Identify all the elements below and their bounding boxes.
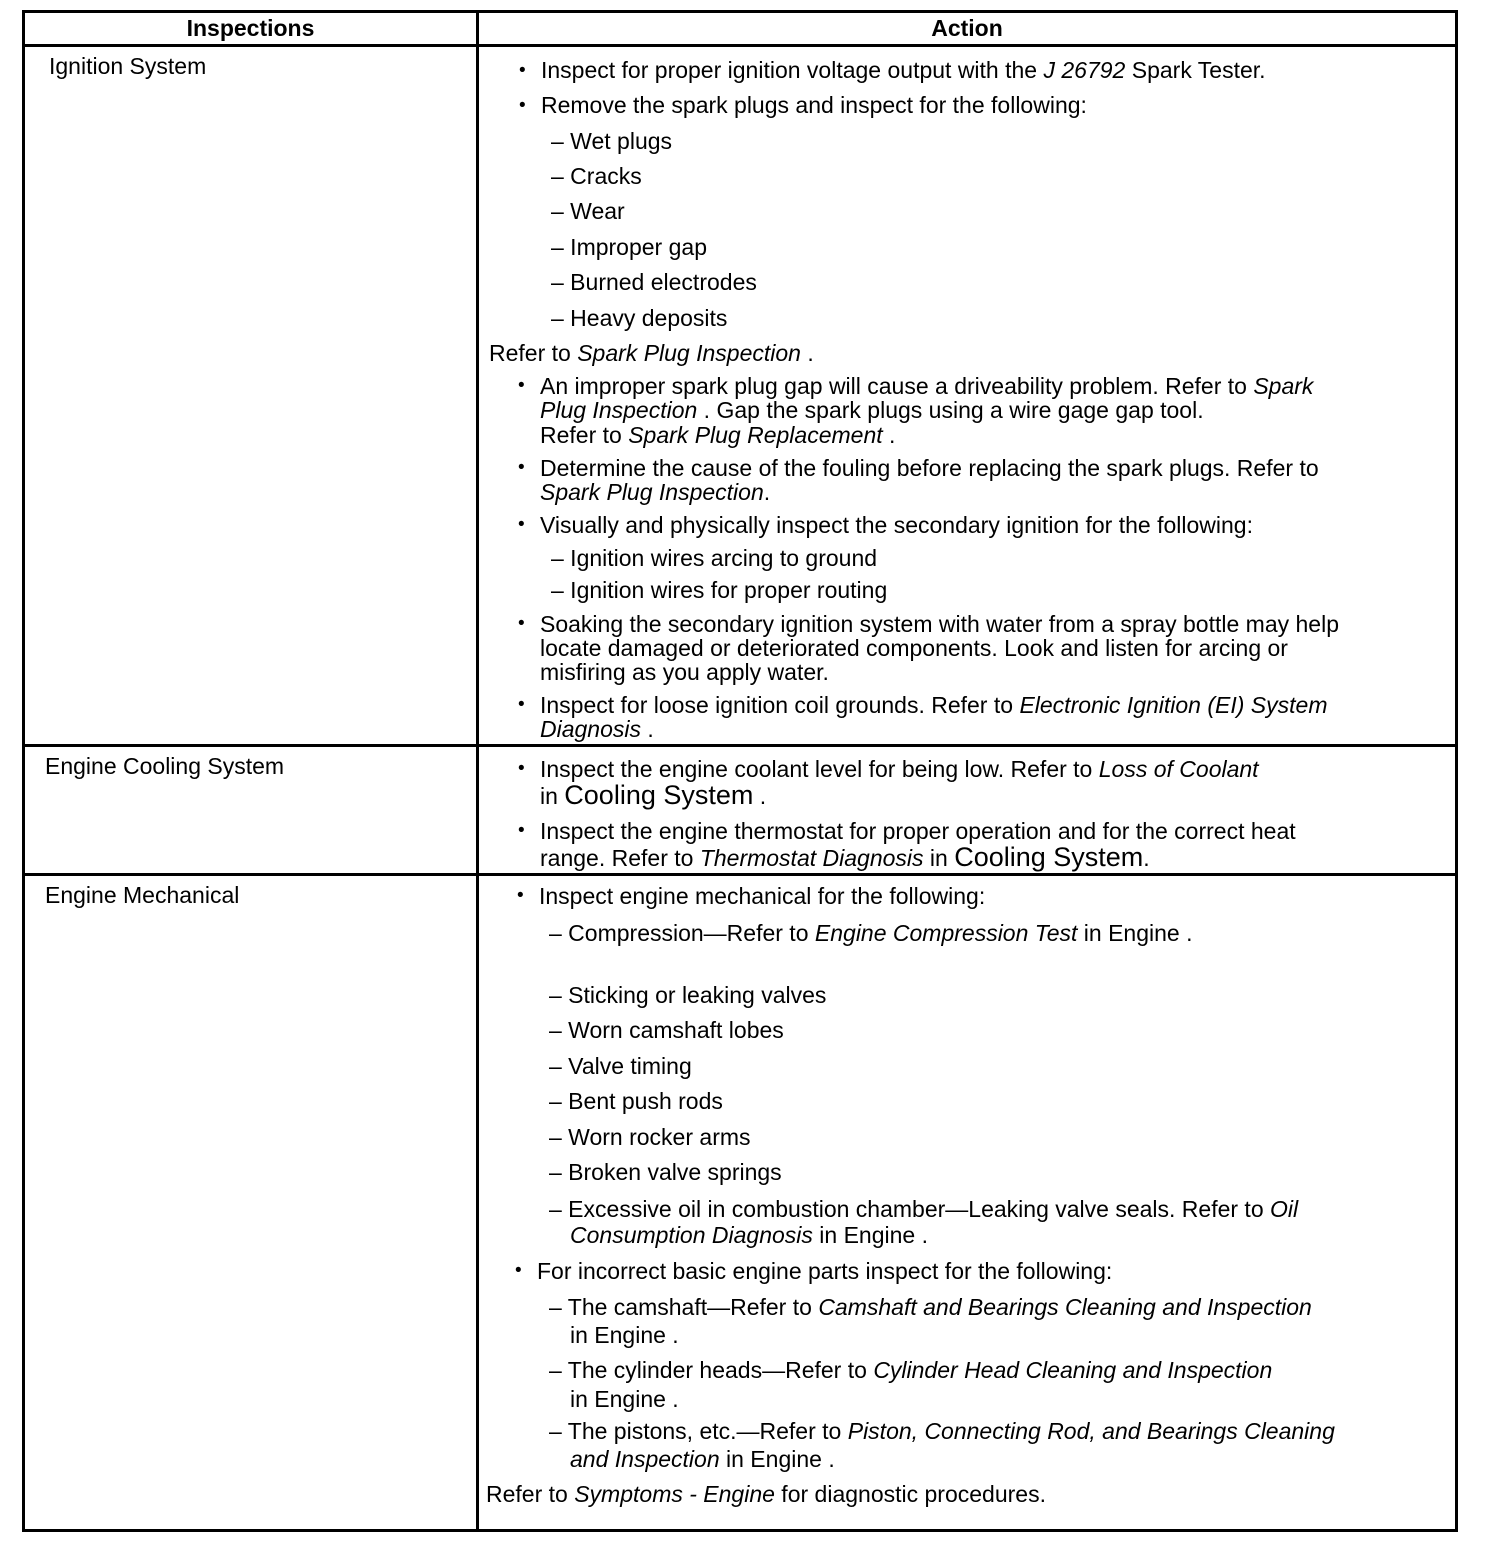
ignition-check-wet-plugs: – Wet plugs bbox=[551, 128, 673, 154]
inspection-engine-mechanical: Engine Mechanical bbox=[45, 882, 240, 908]
ignition-soaking-item-line2: locate damaged or deteriorated components. Look and listen for arcing or bbox=[540, 635, 1288, 661]
bullet-marker: • bbox=[518, 758, 525, 779]
bullet-marker: • bbox=[518, 694, 525, 715]
inspection-ignition-system: Ignition System bbox=[49, 53, 207, 79]
bullet-marker: • bbox=[515, 1260, 522, 1281]
bullet-marker: • bbox=[518, 820, 525, 841]
mechanical-check-cylinder-heads-line1: – The cylinder heads—Refer to Cylinder Head Cleaning and Inspection bbox=[549, 1357, 1273, 1383]
ignition-fouling-item-line2: Spark Plug Inspection. bbox=[540, 479, 771, 505]
bullet-marker: • bbox=[519, 60, 526, 81]
mechanical-check-rocker-arms: – Worn rocker arms bbox=[549, 1124, 751, 1150]
bullet-marker: • bbox=[518, 514, 525, 535]
ignition-check-wires-arcing: – Ignition wires arcing to ground bbox=[551, 545, 878, 571]
ignition-check-heavy-deposits: – Heavy deposits bbox=[551, 305, 728, 331]
cooling-coolant-item-line1: Inspect the engine coolant level for being low. Refer to Loss of Coolant bbox=[540, 756, 1259, 782]
cooling-thermostat-item-line2: range. Refer to Thermostat Diagnosis in Cooling System. bbox=[540, 842, 1150, 872]
bullet-marker: • bbox=[519, 95, 526, 116]
table-header-row bbox=[25, 13, 1455, 47]
ignition-soaking-item-line1: Soaking the secondary ignition system with water from a spray bottle may help bbox=[540, 611, 1339, 637]
mechanical-check-cylinder-heads-line2: in Engine . bbox=[570, 1386, 679, 1412]
header-action: Action bbox=[931, 15, 1003, 41]
cooling-coolant-item-line2: in Cooling System . bbox=[540, 780, 767, 810]
mechanical-check-camshaft-line2: in Engine . bbox=[570, 1322, 679, 1348]
ignition-gap-item-line3: Refer to Spark Plug Replacement . bbox=[540, 422, 896, 448]
bullet-marker: • bbox=[518, 375, 525, 396]
ignition-coil-grounds-item-line2: Diagnosis . bbox=[540, 716, 654, 742]
cooling-thermostat-item-line1: Inspect the engine thermostat for proper operation and for the correct heat bbox=[540, 818, 1296, 844]
ignition-gap-item-line2: Plug Inspection . Gap the spark plugs using a wire gage gap tool. bbox=[540, 397, 1204, 423]
mechanical-check-excessive-oil-line1: – Excessive oil in combustion chamber—Leaking valve seals. Refer to Oil bbox=[549, 1196, 1299, 1222]
mechanical-check-compression: – Compression—Refer to Engine Compression Test in Engine . bbox=[549, 920, 1193, 946]
header-inspections: Inspections bbox=[186, 15, 315, 41]
ignition-soaking-item-line3: misfiring as you apply water. bbox=[540, 659, 829, 685]
bullet-marker: • bbox=[517, 885, 524, 906]
mechanical-check-camshaft-line1: – The camshaft—Refer to Camshaft and Bearings Cleaning and Inspection bbox=[549, 1294, 1312, 1320]
bullet-marker: • bbox=[518, 613, 525, 634]
ignition-check-burned-electrodes: – Burned electrodes bbox=[551, 269, 757, 295]
row-divider-ignition bbox=[25, 744, 1455, 747]
mechanical-check-valves: – Sticking or leaking valves bbox=[549, 982, 827, 1008]
inspection-engine-cooling-system: Engine Cooling System bbox=[45, 753, 285, 779]
ignition-remove-plugs-item: Remove the spark plugs and inspect for the following: bbox=[541, 92, 1087, 118]
ignition-coil-grounds-item-line1: Inspect for loose ignition coil grounds. Refer to Electronic Ignition (EI) System bbox=[540, 692, 1328, 718]
column-divider bbox=[476, 13, 479, 1529]
ignition-secondary-item: Visually and physically inspect the secondary ignition for the following: bbox=[540, 512, 1253, 538]
mechanical-check-camshaft-lobes: – Worn camshaft lobes bbox=[549, 1017, 784, 1043]
mechanical-basic-parts-item: For incorrect basic engine parts inspect for the following: bbox=[537, 1258, 1113, 1284]
ignition-refer-spark-plug-inspection: Refer to Spark Plug Inspection . bbox=[489, 340, 814, 366]
row-divider-cooling bbox=[25, 873, 1455, 876]
mechanical-check-valve-springs: – Broken valve springs bbox=[549, 1159, 782, 1185]
ignition-check-wear: – Wear bbox=[551, 198, 625, 224]
ignition-fouling-item-line1: Determine the cause of the fouling before replacing the spark plugs. Refer to bbox=[540, 455, 1319, 481]
mechanical-check-pistons-line1: – The pistons, etc.—Refer to Piston, Connecting Rod, and Bearings Cleaning bbox=[549, 1418, 1335, 1444]
ignition-gap-item-line1: An improper spark plug gap will cause a driveability problem. Refer to Spark bbox=[540, 373, 1314, 399]
mechanical-inspect-item: Inspect engine mechanical for the following: bbox=[539, 883, 986, 909]
mechanical-check-valve-timing: – Valve timing bbox=[549, 1053, 692, 1079]
ignition-spark-tester-item: Inspect for proper ignition voltage output with the J 26792 Spark Tester. bbox=[541, 57, 1266, 83]
ignition-check-wires-routing: – Ignition wires for proper routing bbox=[551, 577, 888, 603]
bullet-marker: • bbox=[518, 457, 525, 478]
mechanical-refer-symptoms: Refer to Symptoms - Engine for diagnostic procedures. bbox=[486, 1481, 1046, 1507]
mechanical-check-excessive-oil-line2: Consumption Diagnosis in Engine . bbox=[570, 1222, 928, 1248]
mechanical-check-pistons-line2: and Inspection in Engine . bbox=[570, 1446, 835, 1472]
inspection-table bbox=[22, 10, 1458, 1532]
ignition-check-cracks: – Cracks bbox=[551, 163, 642, 189]
ignition-check-improper-gap: – Improper gap bbox=[551, 234, 707, 260]
mechanical-check-push-rods: – Bent push rods bbox=[549, 1088, 723, 1114]
